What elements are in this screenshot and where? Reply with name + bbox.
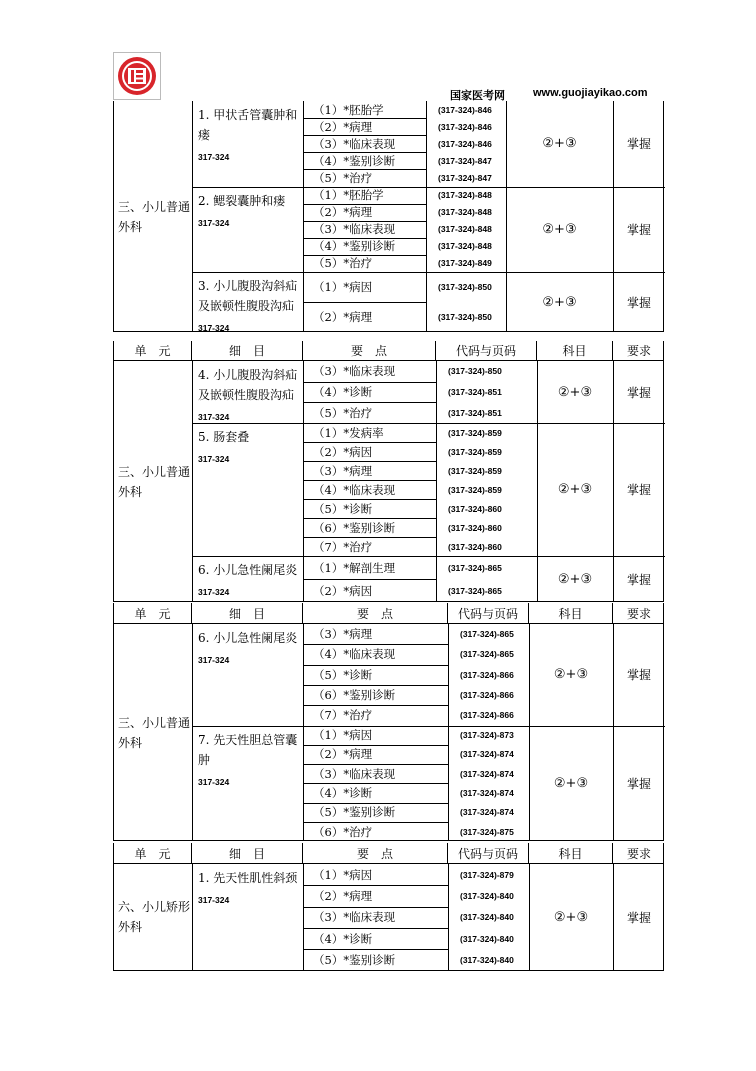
key-point: （3）*临床表现 [313, 222, 396, 237]
table-header-row [113, 843, 664, 864]
detail-code: 317-324 [198, 152, 230, 162]
key-point: （4）*诊断 [313, 786, 373, 801]
syllabus-table [113, 101, 664, 971]
unit-cell: 三、小儿普通外科 [118, 199, 191, 234]
key-point: （5）*鉴别诊断 [313, 805, 396, 820]
key-point: （3）*临床表现 [313, 910, 396, 925]
key-point: （7）*治疗 [313, 539, 373, 554]
page-code: (317-324)-847 [438, 172, 492, 183]
key-point: （6）*鉴别诊断 [313, 520, 396, 535]
unit-section [113, 864, 664, 971]
page-code: (317-324)-874 [460, 768, 514, 779]
page-code: (317-324)-865 [448, 562, 502, 573]
page-code: (317-324)-850 [448, 366, 502, 377]
header-cell: 单 元 [114, 603, 192, 623]
page-code: (317-324)-860 [448, 522, 502, 533]
page-code: (317-324)-859 [448, 465, 502, 476]
header-cell: 科目 [529, 603, 613, 623]
detail-cell [192, 726, 303, 842]
page-code: (317-324)-879 [460, 869, 514, 880]
key-point: （5）*治疗 [313, 170, 373, 185]
unit-section [113, 624, 664, 841]
detail-code: 317-324 [198, 895, 230, 905]
site-url[interactable]: www.guojiayikao.com [533, 87, 648, 99]
detail-code: 317-324 [198, 454, 230, 465]
page-code: (317-324)-866 [460, 690, 514, 701]
header-cell: 要 点 [303, 843, 448, 863]
detail-code: 317-324 [198, 776, 230, 787]
unit-section [113, 361, 664, 602]
page-code: (317-324)-875 [460, 826, 514, 837]
page-code: (317-324)-840 [460, 933, 514, 944]
page-code: (317-324)-851 [448, 387, 502, 398]
key-point: （4）*鉴别诊断 [313, 239, 396, 254]
unit-section [113, 101, 664, 332]
detail-cell [192, 864, 303, 971]
key-point: （5）*治疗 [313, 256, 373, 271]
requirement-cell: 掌握 [626, 572, 651, 587]
key-point: （2）*病理 [313, 310, 373, 324]
subject-cell: ②+③ [542, 221, 577, 237]
key-point: （2）*病因 [313, 583, 373, 598]
page-code: (317-324)-846 [438, 121, 492, 132]
subject-cell: ②+③ [557, 384, 593, 400]
detail-title: 2. 鳃裂囊肿和瘘 [198, 193, 286, 208]
detail-title: 1. 先天性肌性斜颈 [198, 871, 298, 885]
key-point: （4）*临床表现 [313, 647, 396, 662]
key-point: （3）*临床表现 [313, 136, 396, 151]
key-point: （6）*鉴别诊断 [313, 688, 396, 703]
page-code: (317-324)-873 [460, 730, 514, 741]
detail-title: 5. 肠套叠 [198, 430, 250, 445]
detail-title: 6. 小儿急性阑尾炎 [198, 563, 298, 578]
key-point: （6）*治疗 [313, 824, 373, 839]
key-point: （2）*病理 [313, 747, 373, 762]
header-cell: 代码与页码 [448, 843, 529, 863]
page-code: (317-324)-850 [438, 312, 492, 322]
detail-code: 317-324 [198, 587, 230, 598]
page-code: (317-324)-846 [438, 104, 492, 115]
requirement-cell: 掌握 [626, 910, 651, 925]
key-point: （5）*鉴别诊断 [313, 952, 396, 967]
key-point: （5）*诊断 [313, 501, 373, 516]
key-point: （1）*发病率 [313, 425, 384, 440]
header-cell: 科目 [529, 843, 613, 863]
detail-cell [192, 272, 303, 332]
key-point: （4）*鉴别诊断 [313, 153, 396, 168]
page-code: (317-324)-865 [448, 585, 502, 596]
table-header-row [113, 603, 664, 624]
page-code: (317-324)-865 [460, 649, 514, 660]
site-logo [113, 52, 161, 100]
header-cell: 单 元 [114, 843, 192, 863]
header-cell: 要求 [626, 846, 651, 861]
detail-cell [192, 423, 303, 556]
detail-title: 4. 小儿腹股沟斜疝及嵌顿性腹股沟疝 [198, 368, 298, 402]
requirement-cell: 掌握 [626, 137, 651, 152]
page-code: (317-324)-865 [460, 629, 514, 640]
key-point: （4）*临床表现 [313, 482, 396, 497]
key-point: （4）*诊断 [313, 385, 373, 400]
page-code: (317-324)-840 [460, 890, 514, 901]
key-point: （7）*治疗 [313, 708, 373, 723]
detail-cell [192, 101, 303, 187]
key-point: （2）*病因 [313, 444, 373, 459]
header-cell: 细 目 [192, 341, 303, 360]
detail-code: 317-324 [198, 412, 230, 422]
logo-emblem-icon [114, 53, 160, 99]
key-point: （1）*病因 [313, 280, 373, 294]
subject-cell: ②+③ [553, 775, 589, 791]
site-name: 国家医考网 [450, 90, 505, 102]
unit-cell: 三、小儿普通外科 [118, 464, 191, 499]
key-point: （2）*病理 [313, 888, 373, 903]
key-point: （3）*病理 [313, 463, 373, 478]
unit-cell: 六、小儿矫形外科 [118, 900, 191, 935]
key-point: （1）*胚胎学 [313, 102, 384, 117]
subject-cell: ②+③ [553, 667, 589, 683]
table-header-row [113, 341, 664, 361]
requirement-cell: 掌握 [626, 483, 651, 498]
page-code: (317-324)-860 [448, 503, 502, 514]
page-code: (317-324)-848 [438, 207, 492, 218]
subject-cell: ②+③ [553, 909, 589, 925]
header-cell: 细 目 [192, 843, 303, 863]
requirement-cell: 掌握 [626, 776, 651, 791]
detail-cell [192, 361, 303, 423]
detail-title: 7. 先天性胆总管囊肿 [198, 732, 298, 767]
page-code: (317-324)-848 [438, 224, 492, 235]
header-cell: 要 点 [303, 341, 436, 360]
detail-code: 317-324 [198, 655, 230, 665]
subject-cell: ②+③ [557, 482, 593, 498]
subject-cell: ②+③ [542, 136, 577, 152]
header-cell: 科目 [537, 341, 613, 360]
page-code: (317-324)-850 [438, 282, 492, 292]
header-cell: 要求 [626, 344, 651, 358]
page-code: (317-324)-874 [460, 788, 514, 799]
header-cell: 细 目 [192, 603, 303, 623]
header-cell: 要 点 [303, 603, 448, 623]
key-point: （3）*病理 [313, 627, 373, 642]
detail-title: 6. 小儿急性阑尾炎 [198, 631, 298, 645]
page-code: (317-324)-866 [460, 669, 514, 680]
key-point: （3）*临床表现 [313, 766, 396, 781]
requirement-cell: 掌握 [626, 668, 651, 683]
detail-code: 317-324 [198, 217, 230, 228]
header-cell: 代码与页码 [436, 341, 537, 360]
detail-title: 3. 小儿腹股沟斜疝及嵌顿性腹股沟疝 [198, 279, 298, 313]
page-code: (317-324)-848 [438, 241, 492, 252]
requirement-cell: 掌握 [626, 222, 651, 237]
key-point: （1）*病因 [313, 867, 373, 882]
page-code: (317-324)-874 [460, 749, 514, 760]
key-point: （2）*病理 [313, 205, 373, 220]
page-code: (317-324)-846 [438, 138, 492, 149]
detail-cell [192, 624, 303, 726]
page-code: (317-324)-840 [460, 912, 514, 923]
page-code: (317-324)-849 [438, 258, 492, 269]
subject-cell: ②+③ [557, 571, 593, 587]
key-point: （3）*临床表现 [313, 364, 396, 379]
header-cell: 要求 [626, 606, 651, 621]
subject-cell: ②+③ [542, 294, 577, 310]
detail-code: 317-324 [198, 323, 230, 333]
key-point: （4）*诊断 [313, 931, 373, 946]
page-code: (317-324)-859 [448, 484, 502, 495]
key-point: （2）*病理 [313, 119, 373, 134]
key-point: （5）*诊断 [313, 667, 373, 682]
page-code: (317-324)-859 [448, 427, 502, 438]
page-code: (317-324)-851 [448, 407, 502, 418]
detail-title: 1. 甲状舌管囊肿和瘘 [198, 108, 298, 142]
header-cell: 代码与页码 [448, 603, 529, 623]
requirement-cell: 掌握 [626, 295, 651, 310]
detail-cell [192, 556, 303, 602]
key-point: （1）*病因 [313, 728, 373, 743]
detail-cell [192, 187, 303, 273]
key-point: （1）*胚胎学 [313, 188, 384, 203]
key-point: （5）*治疗 [313, 405, 373, 420]
unit-cell: 三、小儿普通外科 [118, 715, 191, 750]
page-code: (317-324)-874 [460, 807, 514, 818]
header-cell: 单 元 [114, 341, 192, 360]
key-point: （1）*解剖生理 [313, 560, 396, 575]
page-code: (317-324)-859 [448, 446, 502, 457]
requirement-cell: 掌握 [626, 385, 651, 400]
page-code: (317-324)-860 [448, 541, 502, 552]
page-code: (317-324)-847 [438, 155, 492, 166]
page-code: (317-324)-840 [460, 954, 514, 965]
page-code: (317-324)-848 [438, 190, 492, 201]
page-code: (317-324)-866 [460, 710, 514, 721]
